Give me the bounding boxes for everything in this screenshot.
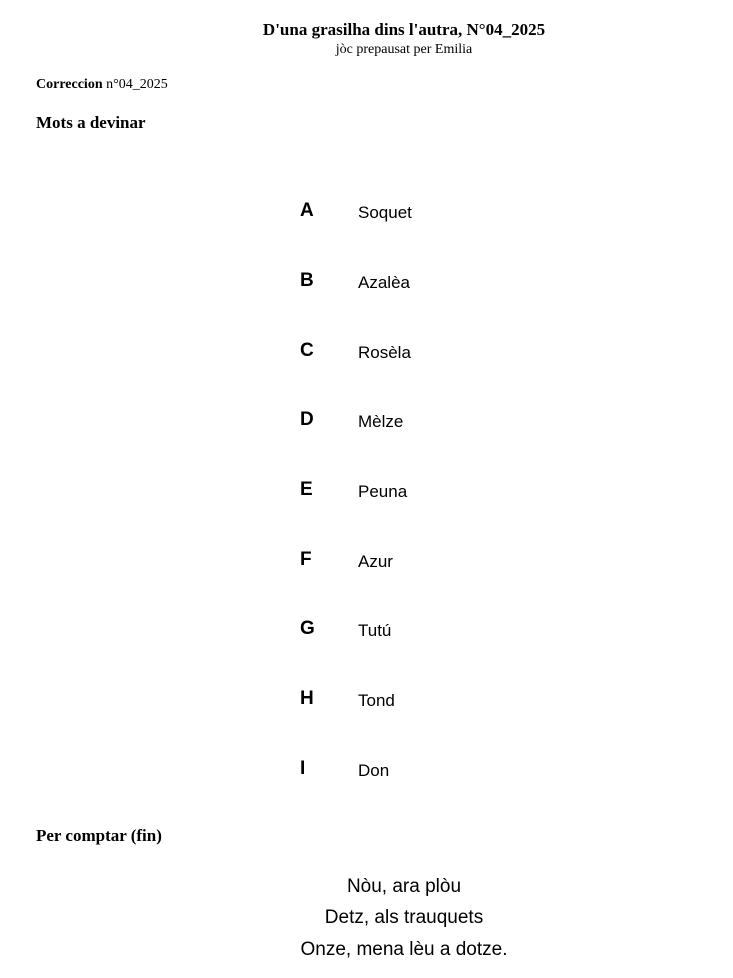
entry-letter: H	[300, 688, 314, 709]
correction-line	[36, 77, 168, 93]
word-entry-c	[0, 340, 733, 370]
page-subtitle: jòc prepausat per Emilia	[335, 42, 473, 57]
entry-letter: G	[300, 618, 315, 639]
entry-word: Soquet	[358, 203, 412, 222]
count-section-heading: Per comptar (fin)	[36, 826, 162, 845]
correction-label: Correccion	[36, 77, 103, 92]
poem-line-3: Onze, mena lèu a dotze.	[300, 939, 508, 960]
word-entry-g	[0, 618, 733, 648]
page-title: D'una grasilha dins l'autra, N°04_2025	[262, 20, 546, 39]
entry-word: Mèlze	[358, 412, 404, 431]
entry-word: Azur	[358, 552, 393, 571]
entry-letter: E	[300, 479, 313, 500]
entry-word: Azalèa	[358, 273, 410, 292]
word-entry-d	[0, 409, 733, 439]
word-entry-e	[0, 479, 733, 509]
entry-letter: D	[300, 409, 314, 430]
word-entry-b	[0, 270, 733, 300]
entry-word: Tutú	[358, 621, 392, 640]
word-entry-h	[0, 688, 733, 718]
word-entry-a	[0, 200, 733, 230]
entry-word: Rosèla	[358, 343, 411, 362]
words-section-heading: Mots a devinar	[36, 113, 146, 132]
entry-letter: A	[300, 200, 314, 221]
correction-number: n°04_2025	[106, 77, 168, 92]
entry-letter: B	[300, 270, 314, 291]
entry-word: Tond	[358, 691, 395, 710]
entry-letter: F	[300, 549, 312, 570]
entry-letter: C	[300, 340, 314, 361]
word-entry-f	[0, 549, 733, 579]
entry-word: Peuna	[358, 482, 408, 501]
entry-letter: I	[300, 758, 306, 779]
entry-word: Don	[358, 761, 390, 780]
word-entry-i	[0, 758, 733, 788]
poem-line-1: Nòu, ara plòu	[346, 876, 462, 897]
poem-line-2: Detz, als trauquets	[324, 907, 484, 928]
